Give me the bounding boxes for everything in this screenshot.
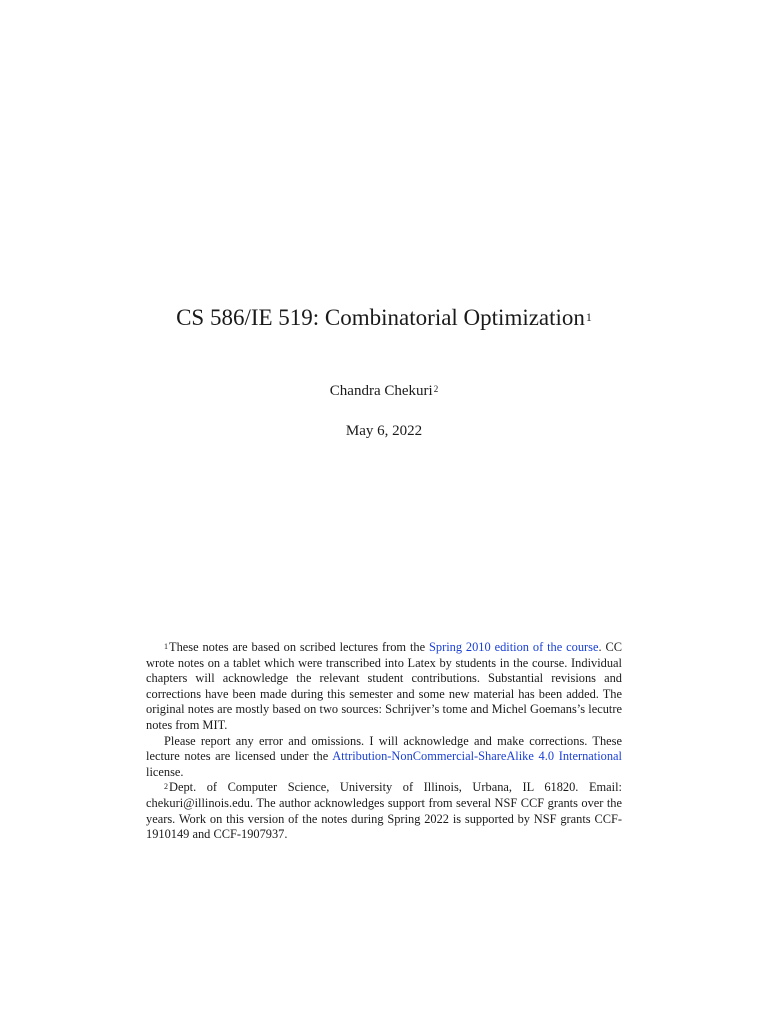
footnote-1-para2-a: Please report any error and omissions. I will acknowledge and make corrections. These lecture notes are licensed under the [146, 733, 622, 764]
footnote-1-paragraph-2 [146, 734, 622, 781]
footnote-1-text-a: These notes are based on scribed lectures from the [169, 640, 429, 654]
title-footnote-mark[interactable]: 1 [585, 310, 592, 324]
footnotes-section [146, 640, 622, 843]
footnote-1-para2-b: license. [146, 764, 184, 779]
footnote-2-text: Dept. of Computer Science, University of Illinois, Urbana, IL 61820. Email: chekuri@illinois.edu. The author acknowledges support from several NSF CCF grants over the years. Work on this version of the notes during Spring 2022 is supported by NSF grants CCF-1910149 and CCF-1907937. [146, 780, 622, 842]
footnote-1 [146, 640, 622, 734]
author-footnote-mark[interactable]: 2 [433, 384, 439, 394]
author-line [0, 380, 768, 402]
title-text: CS 586/IE 519: Combinatorial Optimization [176, 305, 585, 330]
footnote-1-text-b: . CC wrote notes on a tablet which were transcribed into Latex by students in the course. Individual chapters will acknowledge the relevant student contributions. Substantial revisions and corrections have been made during this semester and some new material has been added. The original notes are mostly based on two sources: Schrijver’s tome and Michel Goemans’s lecutre notes from MIT. [146, 640, 622, 732]
footnote-1-mark: 1 [164, 642, 168, 651]
license-link[interactable]: Attribution-NonCommercial-ShareAlike 4.0 International [332, 749, 622, 764]
document-date: May 6, 2022 [345, 423, 423, 439]
footnote-2-mark: 2 [164, 782, 168, 792]
footnote-2 [146, 780, 622, 842]
author-name: Chandra Chekuri [329, 383, 433, 399]
document-title [0, 302, 768, 334]
course-edition-link[interactable]: Spring 2010 edition of the course [428, 640, 599, 654]
